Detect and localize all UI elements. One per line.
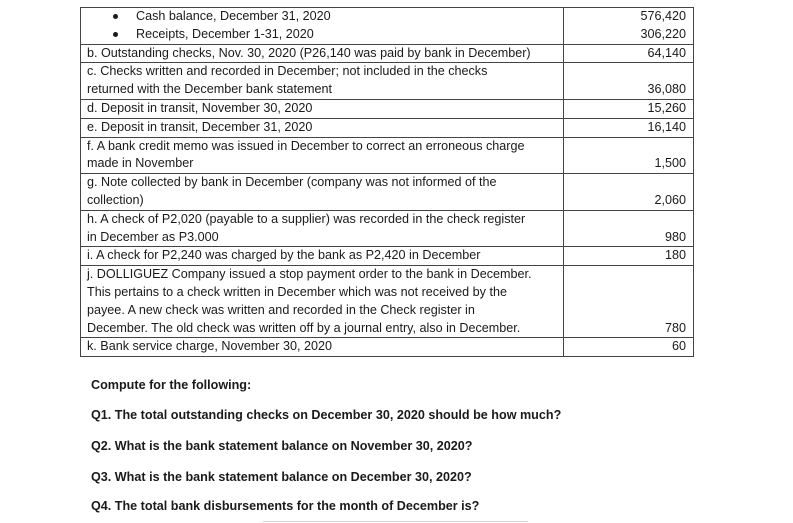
table-row xyxy=(81,338,694,357)
bullet-icon xyxy=(113,32,118,37)
table-row xyxy=(81,8,694,45)
receipts-label: Receipts, December 1-31, 2020 xyxy=(136,26,314,41)
description-cell xyxy=(81,118,564,137)
item-h-line-2: in December as P3.000 xyxy=(87,229,219,244)
item-i-amount: 180 xyxy=(564,247,694,266)
item-i-label: i. A check for P2,240 was charged by the bank as P2,420 in December xyxy=(87,248,481,263)
item-c-line-1: c. Checks written and recorded in December; not included in the checks xyxy=(87,64,488,79)
description-cell xyxy=(81,137,564,174)
item-b-amount: 64,140 xyxy=(564,44,694,63)
amount-cell xyxy=(564,8,694,45)
question-1: Q1. The total outstanding checks on December 30, 2020 should be how much? xyxy=(91,408,562,422)
bank-reconciliation-table xyxy=(80,7,694,357)
description-cell xyxy=(81,44,564,63)
item-b-label: b. Outstanding checks, Nov. 30, 2020 (P26,140 was paid by bank in December) xyxy=(87,45,531,60)
table-row xyxy=(81,118,694,137)
item-d-amount: 15,260 xyxy=(564,99,694,118)
table-row xyxy=(81,99,694,118)
table-row xyxy=(81,210,694,247)
item-d-label: d. Deposit in transit, November 30, 2020 xyxy=(87,100,313,115)
description-cell xyxy=(81,210,564,247)
list-item xyxy=(87,8,557,26)
item-j-line-4: December. The old check was written off by a journal entry, also in December. xyxy=(87,320,521,335)
item-j-line-2: This pertains to a check written in December which was not received by the xyxy=(87,284,507,299)
question-3: Q3. What is the bank statement balance on December 30, 2020? xyxy=(91,470,472,484)
table-row xyxy=(81,63,694,100)
table-row xyxy=(81,137,694,174)
description-cell xyxy=(81,266,564,338)
item-f-line-2: made in November xyxy=(87,156,194,171)
description-cell xyxy=(81,99,564,118)
table-row xyxy=(81,44,694,63)
item-j-line-3: payee. A new check was written and recorded in the Check register in xyxy=(87,302,475,317)
item-c-line-2: returned with the December bank statement xyxy=(87,82,333,97)
item-h-amount: 980 xyxy=(564,210,694,247)
item-g-amount: 2,060 xyxy=(564,174,694,211)
table-row xyxy=(81,247,694,266)
item-f-amount: 1,500 xyxy=(564,137,694,174)
item-f-line-1: f. A bank credit memo was issued in December to correct an erroneous charge xyxy=(87,138,525,153)
item-c-amount: 36,080 xyxy=(564,63,694,100)
cash-balance-amount: 576,420 xyxy=(640,9,686,23)
description-cell xyxy=(81,247,564,266)
item-j-line-1: j. DOLLIGUEZ Company issued a stop payment order to the bank in December. xyxy=(87,267,532,282)
item-e-amount: 16,140 xyxy=(564,118,694,137)
description-cell xyxy=(81,338,564,357)
item-g-line-2: collection) xyxy=(87,192,144,207)
question-2: Q2. What is the bank statement balance on November 30, 2020? xyxy=(91,439,473,453)
description-cell xyxy=(81,8,564,45)
table-row xyxy=(81,174,694,211)
item-j-amount: 780 xyxy=(564,266,694,338)
item-k-amount: 60 xyxy=(564,338,694,357)
bullet-icon xyxy=(113,14,118,19)
description-cell xyxy=(81,63,564,100)
item-e-label: e. Deposit in transit, December 31, 2020 xyxy=(87,119,313,134)
question-4: Q4. The total bank disbursements for the month of December is? xyxy=(91,499,480,513)
list-item xyxy=(87,26,557,44)
cash-balance-label: Cash balance, December 31, 2020 xyxy=(136,9,331,23)
description-cell xyxy=(81,174,564,211)
divider xyxy=(263,521,528,522)
table-row xyxy=(81,266,694,338)
questions-heading: Compute for the following: xyxy=(91,378,252,392)
receipts-amount: 306,220 xyxy=(640,26,686,41)
item-g-line-1: g. Note collected by bank in December (company was not informed of the xyxy=(87,175,497,190)
item-h-line-1: h. A check of P2,020 (payable to a supplier) was recorded in the check register xyxy=(87,211,526,226)
item-k-label: k. Bank service charge, November 30, 2020 xyxy=(87,339,333,354)
